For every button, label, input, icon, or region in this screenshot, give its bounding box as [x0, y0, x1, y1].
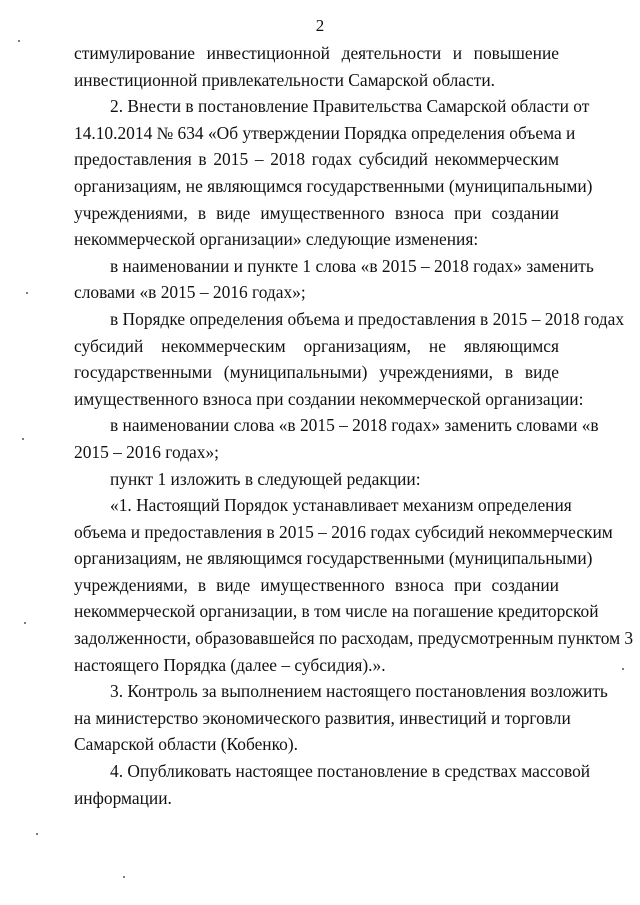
- text-line: предоставления в 2015 – 2018 годах субсидий некоммерческим: [74, 149, 559, 170]
- paragraph-p6: [74, 492, 634, 678]
- text-line: 4. Опубликовать настоящее постановление в средствах массовой: [110, 761, 591, 782]
- paragraph-p8: [74, 758, 591, 811]
- text-line: на министерство экономического развития, инвестиций и торговли: [74, 707, 571, 728]
- text-line: учреждениями, в виде имущественного взноса при создании: [74, 202, 559, 223]
- paragraph-p4: [74, 412, 599, 465]
- paragraph-p0: [74, 40, 559, 93]
- page-number: 2: [315, 16, 325, 35]
- paragraph-p2: [74, 253, 594, 306]
- text-line: имущественного взноса при создании некоммерческой организации:: [74, 388, 584, 409]
- text-line: словами «в 2015 – 2016 годах»;: [74, 282, 306, 303]
- text-line: информации.: [74, 787, 172, 808]
- text-line: Самарской области (Кобенко).: [74, 734, 298, 755]
- text-line: 14.10.2014 № 634 «Об утверждении Порядка определения объема и: [74, 122, 576, 143]
- text-line: задолженности, образовавшейся по расходам, предусмотренным пунктом 3: [74, 628, 634, 649]
- text-line: организациям, не являющимся государственными (муниципальными): [74, 548, 593, 569]
- paragraph-p1: [74, 93, 593, 253]
- text-line: 2. Внести в постановление Правительства Самарской области от: [110, 96, 590, 117]
- text-line: 3. Контроль за выполнением настоящего постановления возложить: [110, 681, 608, 702]
- text-line: стимулирование инвестиционной деятельности и повышение: [74, 43, 559, 63]
- text-line: организациям, не являющимся государственными (муниципальными): [74, 175, 593, 196]
- scan-speck: [24, 622, 26, 624]
- text-line: настоящего Порядка (далее – субсидия).».: [74, 654, 386, 675]
- text-line: 2015 – 2016 годах»;: [74, 441, 219, 462]
- scan-speck: [26, 292, 28, 294]
- scan-speck: [622, 668, 624, 670]
- text-line: в наименовании слова «в 2015 – 2018 годах» заменить словами «в: [110, 415, 599, 436]
- text-line: учреждениями, в виде имущественного взноса при создании: [74, 574, 559, 595]
- text-line: инвестиционной привлекательности Самарской области.: [74, 69, 495, 90]
- paragraph-p5: [74, 466, 559, 493]
- paragraph-p3: [74, 306, 625, 412]
- text-line: субсидий некоммерческим организациям, не являющимся: [74, 335, 559, 356]
- scan-speck: [36, 833, 38, 835]
- text-line: «1. Настоящий Порядок устанавливает механизм определения: [110, 495, 572, 516]
- scan-speck: [22, 438, 24, 440]
- text-line: некоммерческой организации» следующие изменения:: [74, 229, 479, 250]
- scan-speck: [123, 876, 125, 878]
- text-line: государственными (муниципальными) учреждениями, в виде: [74, 362, 559, 383]
- paragraph-p7: [74, 678, 608, 758]
- text-line: объема и предоставления в 2015 – 2016 годах субсидий некоммерческим: [74, 521, 613, 542]
- text-line: в Порядке определения объема и предоставления в 2015 – 2018 годах: [110, 308, 625, 329]
- text-line: в наименовании и пункте 1 слова «в 2015 – 2018 годах» заменить: [110, 255, 594, 276]
- text-line: пункт 1 изложить в следующей редакции:: [110, 468, 421, 489]
- text-line: некоммерческой организации, в том числе на погашение кредиторской: [74, 601, 599, 622]
- document-body: [74, 40, 634, 811]
- scan-speck: [18, 40, 20, 42]
